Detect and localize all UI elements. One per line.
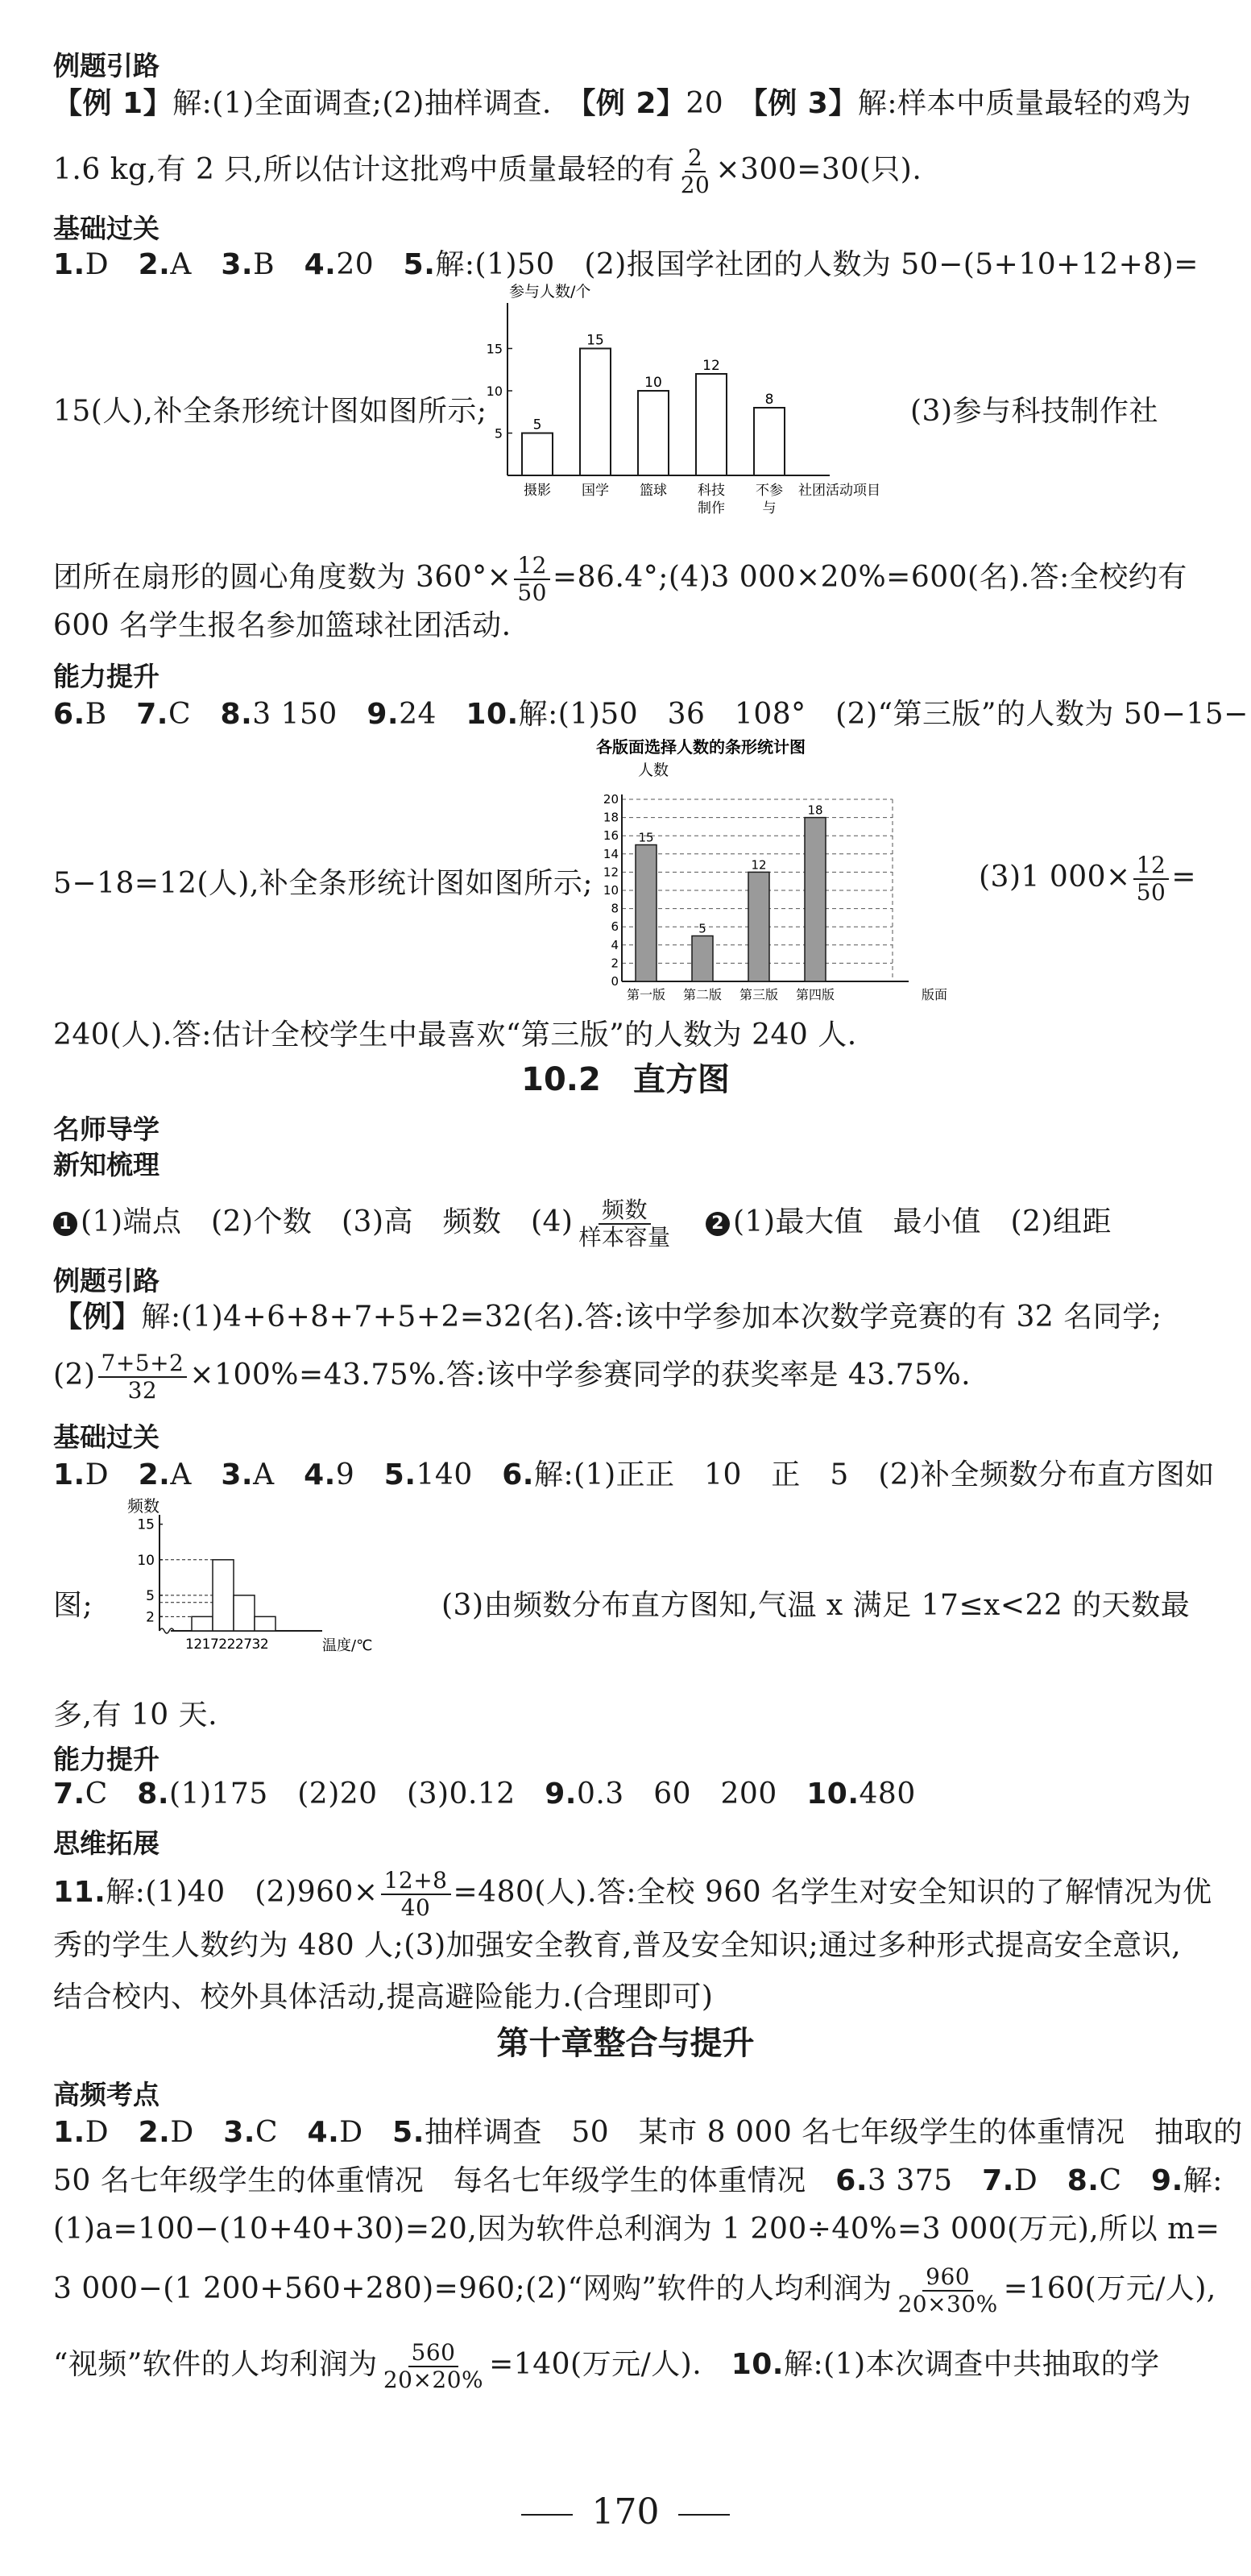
category-label: 第三版 [739, 987, 779, 1002]
basic-line-1: 1.D 2.A 3.B 4.20 5.解:(1)50 (2)报国学社团的人数为 50−(5+10+12+8)= [53, 248, 1199, 281]
fraction: $\frac{\text{频数}}{\text{样本容量}}$ [578, 1197, 671, 1251]
y-tick-label: 20 [603, 792, 619, 807]
basic-line-4: 600 名学生报名参加篮球社团活动. [53, 609, 512, 642]
bar-value-label: 10 [644, 375, 662, 391]
bar-value-label: 15 [638, 830, 654, 845]
example2-line-2: (2) $\frac{7+5+2}{32}$ ×100%=43.75%.答:该中学参赛同学的获奖率是 43.75%. [53, 1350, 971, 1404]
y-axis-label: 参与人数/个 [509, 283, 591, 301]
fraction: $\frac{7+5+2}{32}$ [98, 1350, 188, 1404]
bar-value-label: 12 [751, 857, 767, 873]
bar [754, 408, 785, 475]
bar-value-label: 5 [698, 921, 706, 936]
y-tick-label: 0 [611, 974, 619, 989]
bar [696, 374, 727, 475]
thinking-line-3: 结合校内、校外具体活动,提高避险能力.(合理即可) [53, 1981, 714, 2014]
fraction: $\frac{560}{20\times 20\%}$ [383, 2339, 484, 2393]
category-label: 第二版 [682, 987, 723, 1002]
review-line-4: 3 000−(1 200+560+280)=960;(2)“网购”软件的人均利润为 $\frac{960}{20\times 30\%}$ =160(万元/人), [53, 2263, 1216, 2317]
section-title-histogram: 10.2 直方图 [521, 1061, 730, 1098]
bar [636, 845, 657, 982]
review-line-2: 50 名七年级学生的体重情况 每名七年级学生的体重情况 6.3 375 7.D 8.C 9.解: [53, 2164, 1223, 2197]
bar [692, 936, 713, 982]
number-badge-1: 1 [53, 1212, 77, 1236]
example-line-1: 【例 1】解:(1)全面调查;(2)抽样调查. 【例 2】20 【例 3】解:样本中质量最轻的鸡为 [53, 87, 1191, 120]
heading-thinking: 思维拓展 [53, 1827, 159, 1859]
ability-line-1: 6.B 7.C 8.3 150 9.24 10.解:(1)50 36 108° (2)“第三版”的人数为 50−15− [53, 698, 1249, 731]
bar-value-label: 18 [807, 803, 823, 818]
y-tick-label: 16 [603, 828, 619, 844]
bar [805, 818, 826, 981]
page-number-dash-right [678, 2514, 730, 2516]
y-axis-label: 频数 [127, 1496, 159, 1516]
ability2-line-1: 7.C 8.(1)175 (2)20 (3)0.12 9.0.3 60 200 10.480 [53, 1777, 916, 1811]
basic2-line-2-left: 图; [53, 1589, 93, 1622]
bar-value-label: 5 [532, 417, 542, 433]
page-number-dash-left [521, 2514, 573, 2516]
bar-value-label: 8 [764, 392, 774, 408]
category-label: 不参 [756, 483, 783, 499]
thinking-line-1: 11.解:(1)40 (2)960× $\frac{12+8}{40}$ =480(人).答:全校 960 名学生对安全知识的了解情况为优 [53, 1867, 1212, 1921]
y-tick-label: 10 [603, 883, 619, 898]
x-axis-label: 社团活动项目 [798, 483, 880, 499]
fraction: $\frac{960}{20\times 30\%}$ [897, 2263, 998, 2317]
category-label: 篮球 [640, 483, 667, 499]
y-tick-label: 6 [611, 919, 619, 935]
fraction: $\frac{12}{50}$ [1133, 852, 1170, 906]
page-number: 170 [0, 2491, 1251, 2533]
y-tick-label: 5 [494, 425, 503, 442]
x-tick-labels: 1217222732 [185, 1636, 269, 1653]
section-title-chapter-review: 第十章整合与提升 [496, 2025, 755, 2062]
society-bar-chart [475, 282, 886, 533]
heading-teacher: 名师导学 [53, 1114, 159, 1145]
y-tick-label: 8 [611, 901, 619, 916]
fraction: $\frac{12+8}{40}$ [381, 1868, 451, 1921]
basic2-line-3: 多,有 10 天. [53, 1699, 218, 1732]
bar [638, 391, 669, 475]
heading-ability-2: 能力提升 [53, 1744, 159, 1775]
heading-ability: 能力提升 [53, 661, 159, 692]
histogram-bar [213, 1560, 234, 1631]
heading-example: 例题引路 [53, 50, 159, 81]
bar [580, 349, 611, 476]
basic-line-2-left: 15(人),补全条形统计图如图所示; [53, 395, 487, 428]
review-line-1: 1.D 2.D 3.C 4.D 5.抽样调查 50 某市 8 000 名七年级学生的体重情况 抽取的 [53, 2116, 1243, 2149]
bar-value-label: 12 [702, 358, 720, 374]
y-tick-label: 10 [137, 1552, 155, 1569]
histogram-bar [234, 1595, 255, 1631]
histogram-bar [255, 1616, 275, 1631]
heading-basic-2: 基础过关 [53, 1421, 159, 1453]
category-label: 制作 [698, 500, 725, 516]
number-badge-2: 2 [706, 1212, 730, 1236]
fraction: $\frac{2}{20}$ [680, 144, 710, 198]
heading-example-2: 例题引路 [53, 1265, 159, 1296]
y-tick-label: 4 [611, 937, 619, 952]
bar [748, 872, 769, 981]
bar [522, 433, 553, 476]
ability-line-3: 240(人).答:估计全校学生中最喜欢“第三版”的人数为 240 人. [53, 1018, 857, 1052]
review-line-5: “视频”软件的人均利润为 $\frac{560}{20\times 20\%}$ =140(万元/人). 10.解:(1)本次调查中共抽取的学 [53, 2339, 1160, 2393]
y-tick-label: 12 [603, 865, 619, 880]
x-axis-label: 温度/℃ [322, 1637, 373, 1654]
heading-key-points: 高频考点 [53, 2079, 159, 2110]
y-axis-label: 人数 [638, 761, 669, 779]
thinking-line-2: 秀的学生人数约为 480 人;(3)加强安全教育,普及安全知识;通过多种形式提高安全意识, [53, 1929, 1182, 1962]
category-label: 摄影 [524, 483, 551, 499]
example2-line-1: 【例】解:(1)4+6+8+7+5+2=32(名).答:该中学参加本次数学竞赛的有 32 名同学; [53, 1300, 1162, 1334]
fraction: $\frac{12}{50}$ [514, 553, 550, 606]
y-tick-label: 15 [137, 1516, 155, 1533]
y-tick-label: 14 [603, 846, 619, 861]
page-votes-bar-chart [588, 735, 967, 1009]
histogram-bar [192, 1616, 213, 1631]
bar-value-label: 15 [586, 332, 604, 349]
basic2-line-1: 1.D 2.A 3.A 4.9 5.140 6.解:(1)正正 10 正 5 (2)补全频数分布直方图如 [53, 1458, 1215, 1491]
category-label: 科技 [698, 483, 725, 499]
y-tick-label: 2 [146, 1609, 155, 1626]
heading-knowledge: 新知梳理 [53, 1149, 159, 1180]
knowledge-line-1: 1 (1)端点 (2)个数 (3)高 频数 (4) $\frac{\text{频数}}{\text{样本容量}}$ 2 (1)最大值 最小值 (2)组距 [53, 1197, 1203, 1251]
x-axis-label: 版面 [921, 987, 948, 1002]
review-line-3: (1)a=100−(10+40+30)=20,因为软件总利润为 1 200÷40%=3 000(万元),所以 m= [53, 2213, 1220, 2246]
y-tick-label: 2 [611, 956, 619, 971]
temperature-histogram [121, 1495, 443, 1681]
basic-line-3: 团所在扇形的圆心角度数为 360°× $\frac{12}{50}$ =86.4°;(4)3 000×20%=600(名).答:全校约有 [53, 552, 1187, 606]
heading-basic: 基础过关 [53, 213, 159, 244]
basic-line-2-right: (3)参与科技制作社 [910, 395, 1158, 428]
category-label: 国学 [582, 483, 609, 499]
y-tick-label: 10 [486, 384, 503, 399]
category-label: 与 [762, 500, 777, 516]
ability-line-2-left: 5−18=12(人),补全条形统计图如图所示; [53, 867, 594, 900]
y-tick-label: 15 [486, 341, 503, 357]
ability-line-2-right: (3)1 000× $\frac{12}{50}$ = [979, 852, 1197, 906]
y-tick-label: 18 [603, 810, 619, 825]
basic2-line-2-right: (3)由频数分布直方图知,气温 x 满足 17≤x<22 的天数最 [441, 1589, 1191, 1622]
example-line-2: 1.6 kg,有 2 只,所以估计这批鸡中质量最轻的有 $\frac{2}{20}$ ×300=30(只). [53, 144, 922, 198]
y-tick-label: 5 [146, 1587, 155, 1604]
category-label: 第一版 [626, 987, 666, 1002]
category-label: 第四版 [795, 987, 835, 1002]
chart-title: 各版面选择人数的条形统计图 [596, 737, 806, 757]
